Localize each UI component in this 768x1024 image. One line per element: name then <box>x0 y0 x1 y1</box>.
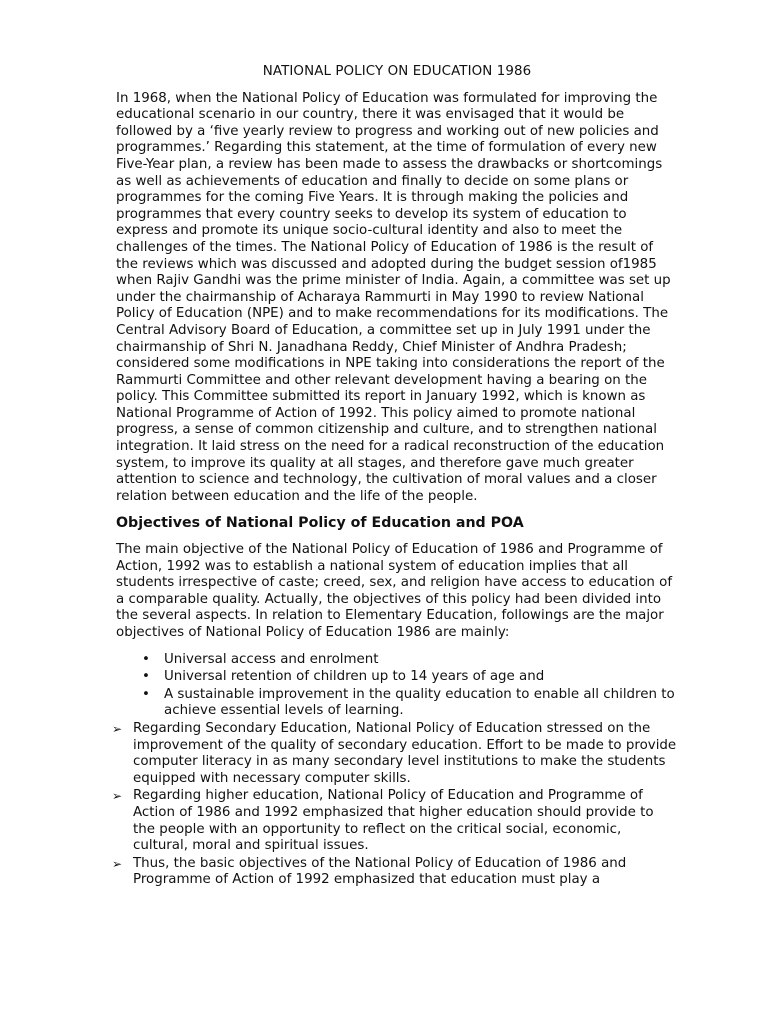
objectives-bullet-list <box>116 652 678 720</box>
arrow-text: Regarding higher education, National Policy of Education and Programme of Action of 1986 and 1992 emphasized that higher education should provide to the people with an opportunity to reflect on the critical social, economic, cultural, moral and spiritual issues. <box>133 788 654 854</box>
bullet-text: A sustainable improvement in the quality education to enable all children to achieve essential levels of learning. <box>164 686 675 719</box>
bullet-icon: • <box>142 669 150 685</box>
bullet-item <box>142 686 678 720</box>
arrow-bullet-icon: ➢ <box>112 721 123 736</box>
arrow-bullet-icon: ➢ <box>112 856 123 871</box>
bullet-text: Universal access and enrolment <box>164 651 379 667</box>
bullet-item <box>142 651 678 669</box>
bullet-text: Universal retention of children up to 14 years of age and <box>164 669 545 685</box>
arrow-item <box>112 788 678 854</box>
intro-paragraph: In 1968, when the National Policy of Education was formulated for improving the educational scenario in our country, there it was envisaged that it would be followed by a ‘five yearly review to progress and working out of new policies and programmes.’ Regarding this statement, at the time of formulation of every new Five-Year plan, a review has been made to assess the drawbacks or shortcomings as well as achievements of education and finally to decide on some plans or programmes for the coming Five Years. It is through making the policies and programmes that every country seeks to develop its system of education to express and promote its unique socio-cultural identity and also to meet the challenges of the times. The National Policy of Education of 1986 is the result of the reviews which was discussed and adopted during the budget session of1985 when Rajiv Gandhi was the prime minister of India. Again, a committee was set up under the chairmanship of Acharaya Rammurti in May 1990 to review National Policy of Education (NPE) and to make recommendations for its modifications. The Central Advisory Board of Education, a committee set up in July 1991 under the chairmanship of Shri N. Janadhana Reddy, Chief Minister of Andhra Pradesh; considered some modifications in NPE taking into considerations the report of the Rammurti Committee and other relevant development having a bearing on the policy. This Committee submitted its report in January 1992, which is known as National Programme of Action of 1992. This policy aimed to promote national progress, a sense of common citizenship and culture, and to strengthen national integration. It laid stress on the need for a radical reconstruction of the education system, to improve its quality at all stages, and therefore gave much greater attention to science and technology, the cultivation of moral values and a closer relation between education and the life of the people. <box>116 90 671 504</box>
document-page <box>112 64 678 890</box>
bullet-item <box>142 669 678 686</box>
document-title: NATIONAL POLICY ON EDUCATION 1986 <box>262 64 532 79</box>
arrow-text: Regarding Secondary Education, National Policy of Education stressed on the improvement of the quality of secondary education. Effort to be made to provide computer literacy in as many secondary level institutions to make the students equipped with necessary computer skills. <box>133 720 677 786</box>
arrow-bullet-icon: ➢ <box>112 789 123 804</box>
objectives-paragraph: The main objective of the National Policy of Education of 1986 and Programme of Action, 1992 was to establish a national system of education implies that all students irrespective of caste; creed, sex, and religion have access to education of a comparable quality. Actually, the objectives of this policy had been divided into the several aspects. In relation to Elementary Education, followings are the major objectives of National Policy of Education 1986 are mainly: <box>116 542 673 640</box>
objectives-heading: Objectives of National Policy of Education and POA <box>116 515 524 532</box>
bullet-icon: • <box>142 686 150 702</box>
arrow-text: Thus, the basic objectives of the National Policy of Education of 1986 and Programme of Action of 1992 emphasized that education must play a <box>133 855 627 888</box>
arrow-item <box>112 855 678 889</box>
objectives-arrow-list <box>98 721 678 889</box>
bullet-icon: • <box>142 651 150 667</box>
arrow-item <box>112 720 678 787</box>
